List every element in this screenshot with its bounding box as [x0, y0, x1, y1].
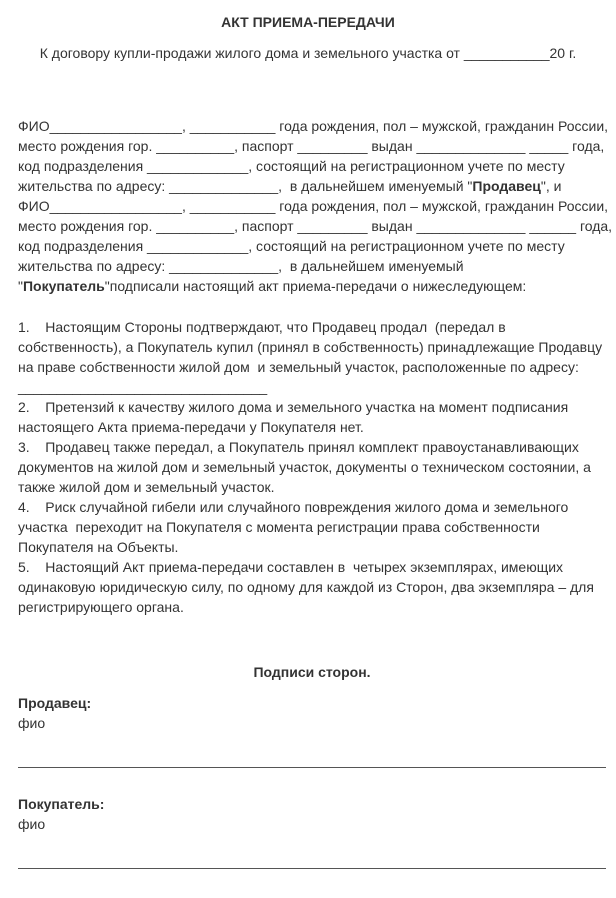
terms-line — [18, 517, 608, 537]
text-segment: 5. Настоящий Акт приема-передачи составлен в четырех экземплярах, имеющих — [18, 559, 564, 575]
terms-line — [18, 457, 608, 477]
party-role-term: Покупатель — [22, 278, 105, 294]
text-segment: собственность), а Покупатель купил (принял в собственность) принадлежащие Продавцу — [18, 339, 603, 355]
parties-line — [18, 156, 598, 176]
text-segment: код подразделения _____________, состоящий на регистрационном учете по месту — [18, 158, 565, 174]
seller-label: Продавец: — [18, 695, 92, 711]
text-segment: "подписали настоящий акт приема-передачи о нижеследующем: — [104, 278, 527, 294]
text-segment: одинаковую юридическую силу, по одному для каждой из Сторон, два экземпляра – для — [18, 579, 594, 595]
terms-line — [18, 577, 608, 597]
terms-line — [18, 317, 608, 337]
terms-line — [18, 497, 608, 517]
text-segment: код подразделения _____________, состоящий на регистрационном учете по месту — [18, 238, 565, 254]
text-segment: 1. Настоящим Стороны подтверждают, что Продавец продал (передал в — [18, 319, 506, 335]
terms-list — [18, 317, 608, 617]
document-title: АКТ ПРИЕМА-ПЕРЕДАЧИ — [221, 14, 395, 30]
text-segment: 3. Продавец также передал, а Покупатель принял комплект правоустанавливающих — [18, 439, 579, 455]
parties-line — [18, 196, 609, 216]
buyer-label: Покупатель: — [18, 796, 105, 812]
parties-line — [18, 136, 605, 156]
parties-line — [18, 116, 609, 136]
seller-fio: фио — [18, 715, 46, 731]
text-segment: место рождения гор. __________, паспорт _________ выдан ______________ ______ года, — [18, 218, 613, 234]
parties-line — [18, 236, 598, 256]
text-segment: участка переходит на Покупателя с момента регистрации права собственности — [18, 519, 540, 535]
text-segment: регистрирующего органа. — [18, 599, 184, 615]
text-segment: место рождения гор. __________, паспорт _________ выдан ______________ _____ года, — [18, 138, 605, 154]
parties-line — [18, 256, 598, 276]
text-segment: также жилой дом и земельный участок. — [18, 479, 275, 495]
text-segment: ", и — [540, 178, 562, 194]
terms-line — [18, 397, 608, 417]
text-segment: жительства по адресу: ______________, в дальнейшем именуемый " — [18, 178, 473, 194]
terms-line — [18, 477, 608, 497]
terms-line — [18, 417, 608, 437]
text-segment: на праве собственности жилой дом и земельный участок, расположенные по адресу: — [18, 359, 579, 375]
terms-line — [18, 337, 608, 357]
parties-line — [18, 216, 613, 236]
terms-line — [18, 377, 608, 397]
document-subtitle: К договору купли-продажи жилого дома и земельного участка от ___________20 г. — [39, 45, 577, 61]
terms-line — [18, 357, 608, 377]
text-segment: 2. Претензий к качеству жилого дома и земельного участка на момент подписания — [18, 399, 569, 415]
parties-paragraph — [18, 116, 613, 296]
signatures-heading: Подписи сторон. — [253, 664, 371, 680]
parties-line — [18, 276, 598, 296]
text-segment: " — [18, 278, 23, 294]
text-segment: ________________________________ — [18, 379, 268, 395]
text-segment: 4. Риск случайной гибели или случайного повреждения жилого дома и земельного — [18, 499, 569, 515]
text-segment: ФИО_________________, ___________ года рождения, пол – мужской, гражданин России, — [18, 118, 609, 134]
terms-line — [18, 557, 608, 577]
terms-line — [18, 597, 608, 617]
text-segment: ФИО_________________, ___________ года рождения, пол – мужской, гражданин России, — [18, 198, 609, 214]
terms-line — [18, 437, 608, 457]
buyer-signature-line — [18, 868, 606, 869]
party-role-term: Продавец — [472, 178, 541, 194]
text-segment: жительства по адресу: ______________, в дальнейшем именуемый — [18, 258, 464, 274]
text-segment: настоящего Акта приема-передачи у Покупателя нет. — [18, 419, 364, 435]
text-segment: документов на жилой дом и земельный участок, документы о техническом состоянии, а — [18, 459, 591, 475]
seller-signature-line — [18, 767, 606, 768]
text-segment: Покупателя на Объекты. — [18, 539, 179, 555]
terms-line — [18, 537, 608, 557]
buyer-fio: фио — [18, 816, 46, 832]
parties-line — [18, 176, 598, 196]
